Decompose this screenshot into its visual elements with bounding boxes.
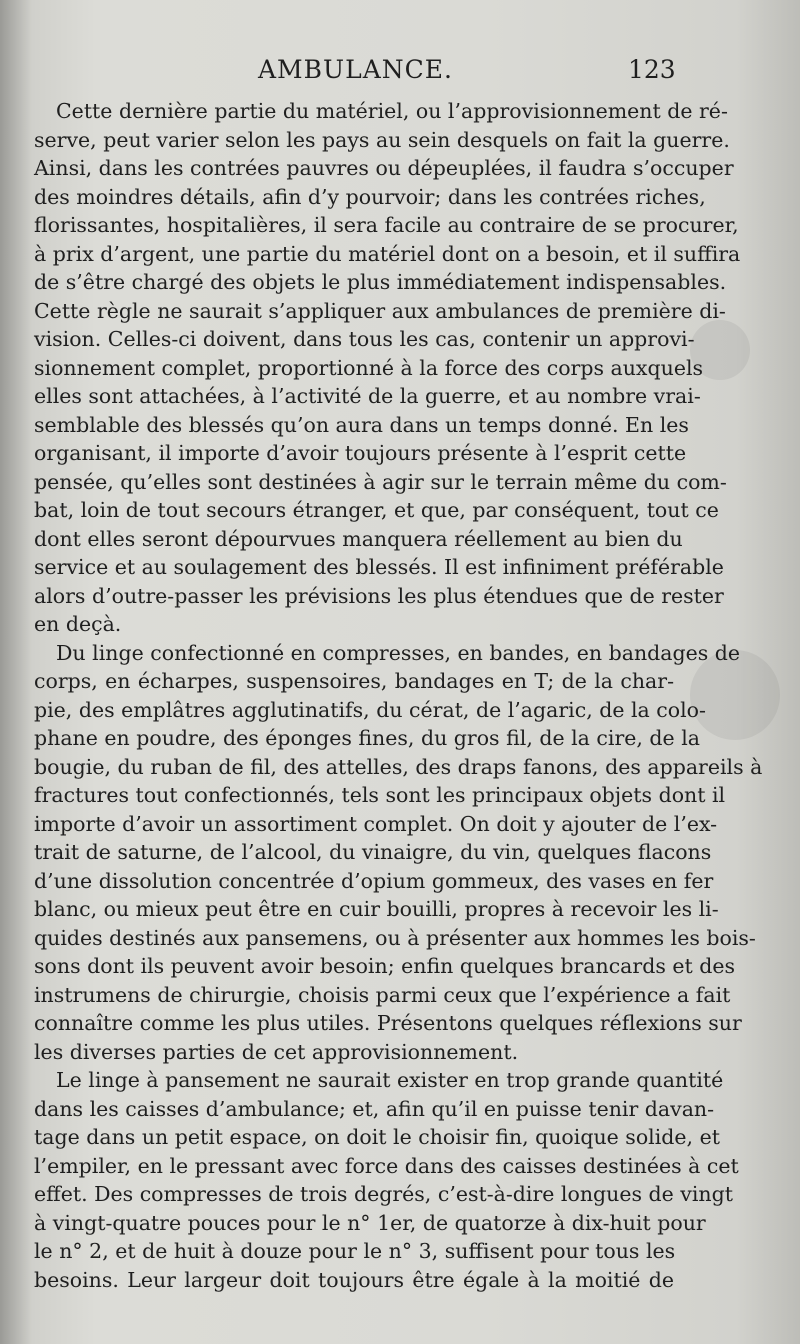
text-line: alors d’outre-passer les prévisions les plus étendues que de rester <box>34 583 724 608</box>
text-line: d’une dissolution concentrée d’opium gommeux, des vases en fer <box>34 868 714 893</box>
running-title: AMBULANCE. <box>258 55 453 84</box>
text-line: sionnement complet, proportionné à la force des corps auxquels <box>34 355 704 380</box>
text-line: quides destinés aux pansemens, ou à présenter aux hommes les bois- <box>34 925 756 950</box>
text-line: sons dont ils peuvent avoir besoin; enfin quelques brancards et des <box>34 954 736 978</box>
text-line: serve, peut varier selon les pays au sein desquels on fait la guerre. <box>34 127 730 152</box>
text-line: à vingt-quatre pouces pour le n° 1er, de quatorze à dix-huit pour <box>34 1210 706 1235</box>
text-line: Le linge à pansement ne saurait exister en trop grande quantité <box>56 1068 724 1092</box>
text-line: vision. Celles-ci doivent, dans tous les cas, contenir un approvi- <box>34 327 695 351</box>
page-header <box>0 55 800 91</box>
text-line: pie, des emplâtres agglutinatifs, du cérat, de l’agaric, de la colo- <box>34 697 706 722</box>
text-line: à prix d’argent, une partie du matériel dont on a besoin, et il suffira <box>34 241 741 266</box>
text-line: besoins. Leur largeur doit toujours être égale à la moitié de <box>34 1267 674 1292</box>
text-line: connaître comme les plus utiles. Présentons quelques réflexions sur <box>34 1011 742 1035</box>
text-line: le n° 2, et de huit à douze pour le n° 3, suffisent pour tous les <box>34 1239 676 1263</box>
text-line: Cette dernière partie du matériel, ou l’approvisionnement de ré- <box>56 99 728 123</box>
text-line: de s’être chargé des objets le plus immédiatement indispensables. <box>34 270 727 294</box>
text-line: florissantes, hospitalières, il sera facile au contraire de se procurer, <box>34 213 739 237</box>
text-line: pensée, qu’elles sont destinées à agir sur le terrain même du com- <box>34 469 727 494</box>
text-line: Du linge confectionné en compresses, en bandes, en bandages de <box>56 640 741 665</box>
text-line: des moindres détails, afin d’y pourvoir; dans les contrées riches, <box>34 184 706 209</box>
text-line: corps, en écharpes, suspensoires, bandages en T; de la char- <box>34 669 674 693</box>
text-line: les diverses parties de cet approvisionnement. <box>34 1039 519 1064</box>
text-line: tage dans un petit espace, on doit le choisir fin, quoique solide, et <box>34 1125 720 1149</box>
text-line: blanc, ou mieux peut être en cuir bouilli, propres à recevoir les li- <box>34 897 719 921</box>
text-line: elles sont attachées, à l’activité de la guerre, et au nombre vrai- <box>34 384 701 408</box>
text-line: effet. Des compresses de trois degrés, c’est-à-dire longues de vingt <box>34 1182 733 1206</box>
text-line: semblable des blessés qu’on aura dans un temps donné. En les <box>34 412 689 437</box>
text-line: dans les caisses d’ambulance; et, afin qu’il en puisse tenir davan- <box>34 1096 715 1121</box>
text-line: bougie, du ruban de fil, des attelles, des draps fanons, des appareils à <box>34 754 763 779</box>
text-line: l’empiler, en le pressant avec force dans des caisses destinées à cet <box>34 1153 739 1178</box>
text-line: dont elles seront dépourvues manquera réellement au bien du <box>34 526 683 551</box>
text-line: trait de saturne, de l’alcool, du vinaigre, du vin, quelques flacons <box>34 840 712 864</box>
text-line: Cette règle ne saurait s’appliquer aux ambulances de première di- <box>34 298 726 323</box>
text-line: phane en poudre, des éponges fines, du gros fil, de la cire, de la <box>34 726 700 750</box>
text-line: fractures tout confectionnés, tels sont les principaux objets dont il <box>34 783 726 807</box>
text-line: en deçà. <box>34 612 122 636</box>
text-line: bat, loin de tout secours étranger, et que, par conséquent, tout ce <box>34 498 719 522</box>
text-line: Ainsi, dans les contrées pauvres ou dépeuplées, il faudra s’occuper <box>34 156 734 180</box>
text-line: organisant, il importe d’avoir toujours présente à l’esprit cette <box>34 441 687 465</box>
text-line: instrumens de chirurgie, choisis parmi ceux que l’expérience a fait <box>34 982 731 1007</box>
page-number: 123 <box>628 55 676 84</box>
text-line: importe d’avoir un assortiment complet. On doit y ajouter de l’ex- <box>34 811 718 836</box>
text-line: service et au soulagement des blessés. Il est infiniment préférable <box>34 555 724 579</box>
